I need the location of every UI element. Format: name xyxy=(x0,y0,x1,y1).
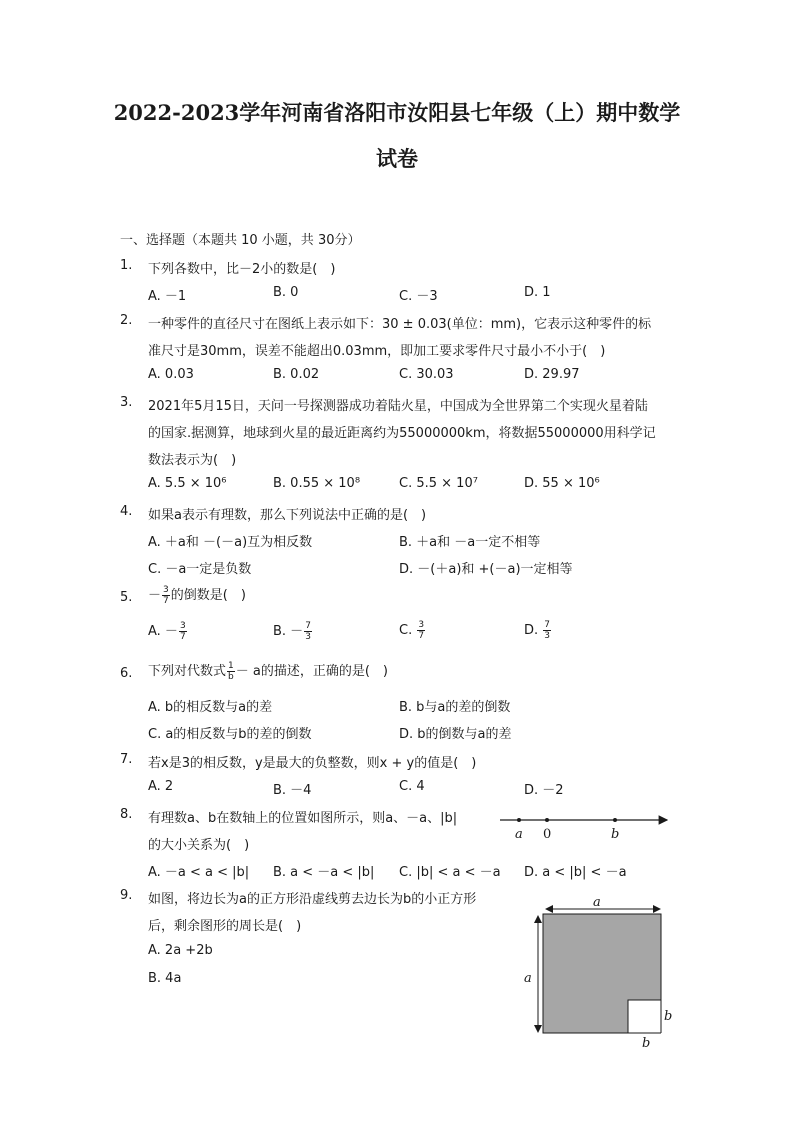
option-b: B. a < －a < |b| xyxy=(273,865,375,880)
option-b: B. ＋a和 －a一定不相等 xyxy=(399,535,541,550)
option-a: A. －a < a < |b| xyxy=(148,865,250,880)
page-title-line2: 试卷 xyxy=(376,146,418,171)
option-b: B. 0.55 × 10⁸ xyxy=(273,476,361,491)
option-a: A. b的相反数与a的差 xyxy=(148,700,273,715)
question-stem: 下列各数中，比－2小的数是( ) xyxy=(148,262,336,277)
option-c: C. 30.03 xyxy=(399,367,454,382)
page-title: 2022-2023学年河南省洛阳市汝阳县七年级（上）期中数学 xyxy=(113,100,681,125)
bottom-side-label: b xyxy=(642,1036,651,1051)
question-number: 3. xyxy=(120,395,133,410)
question-number: 7. xyxy=(120,752,133,767)
point-b-marker xyxy=(613,818,617,822)
question-stem-line: 有理数a、b在数轴上的位置如图所示，则a、－a、|b| xyxy=(148,811,458,826)
option-d: D. 1 xyxy=(524,285,551,300)
point-b-label: b xyxy=(611,827,620,842)
option-c: C. －3 xyxy=(399,289,438,304)
option-d: D. 29.97 xyxy=(524,367,580,382)
option-c: C. 4 xyxy=(399,779,425,794)
fraction: $\frac{1}{b}$ xyxy=(228,661,234,682)
question-stem-line: 2021年5月15日，天问一号探测器成功着陆火星，中国成为全世界第二个实现火星着陆 xyxy=(148,399,648,414)
question-stem: 如果a表示有理数，那么下列说法中正确的是( ) xyxy=(148,508,427,523)
option-b: B. － $\frac{7}{3}$ xyxy=(273,621,311,642)
option-b: B. 0.02 xyxy=(273,367,320,382)
option-b: B. b与a的差的倒数 xyxy=(399,700,511,715)
question-number: 9. xyxy=(120,888,133,903)
option-d: D. －(＋a)和 +(－a)一定相等 xyxy=(399,562,573,577)
question-stem-line: 的国家.据测算，地球到火星的最近距离约为55000000km，将数据55000000用科学记 xyxy=(148,426,656,441)
question-stem-line: 如图，将边长为a的正方形沿虚线剪去边长为b的小正方形 xyxy=(148,892,477,907)
option-a: A. ＋a和 －(－a)互为相反数 xyxy=(148,535,313,550)
option-a: A. 2a +2b xyxy=(148,943,213,958)
point-zero-label: 0 xyxy=(543,827,552,842)
top-side-label: a xyxy=(593,895,601,910)
option-d: D. $\frac{7}{3}$ xyxy=(524,620,551,641)
question-number: 2. xyxy=(120,313,133,328)
option-b: B. 0 xyxy=(273,285,299,300)
option-d: D. －2 xyxy=(524,783,564,798)
option-c: C. |b| < a < －a xyxy=(399,865,501,880)
remaining-shaded-region xyxy=(543,914,661,1033)
number-line-figure xyxy=(495,808,675,848)
question-number: 8. xyxy=(120,807,133,822)
left-side-label: a xyxy=(524,971,532,986)
question-stem-line: 的大小关系为( ) xyxy=(148,838,250,853)
question-stem: － $\frac{3}{7}$ 的倒数是( ) xyxy=(148,585,246,606)
question-number: 1. xyxy=(120,258,133,273)
point-zero-marker xyxy=(545,818,549,822)
option-a: A. －1 xyxy=(148,289,187,304)
question-stem: 下列对代数式 $\frac{1}{b}$ － a的描述，正确的是( ) xyxy=(148,661,388,682)
question-stem: 若x是3的相反数，y是最大的负整数，则x + y的值是( ) xyxy=(148,756,477,771)
option-b: B. 4a xyxy=(148,971,182,986)
option-c: C. $\frac{3}{7}$ xyxy=(399,620,425,641)
option-c: C. －a一定是负数 xyxy=(148,562,252,577)
right-side-label: b xyxy=(664,1009,673,1024)
option-d: D. a < |b| < －a xyxy=(524,865,627,880)
option-c: C. 5.5 × 10⁷ xyxy=(399,476,478,491)
option-c: C. a的相反数与b的差的倒数 xyxy=(148,727,312,742)
point-a-label: a xyxy=(515,827,523,842)
question-number: 4. xyxy=(120,504,133,519)
question-stem-line: 后，剩余图形的周长是( ) xyxy=(148,919,302,934)
question-stem-line: 准尺寸是30mm，误差不能超出0.03mm，即加工要求零件尺寸最小不小于( ) xyxy=(148,344,606,359)
question-number: 5. xyxy=(120,590,133,605)
question-number: 6. xyxy=(120,666,133,681)
option-a: A. 5.5 × 10⁶ xyxy=(148,476,227,491)
option-a: A. 2 xyxy=(148,779,174,794)
option-a: A. － $\frac{3}{7}$ xyxy=(148,621,186,642)
section-heading: 一、选择题（本题共 10 小题，共 30分） xyxy=(120,233,361,248)
question-stem-line: 数法表示为( ) xyxy=(148,453,237,468)
option-d: D. b的倒数与a的差 xyxy=(399,727,512,742)
option-b: B. －4 xyxy=(273,783,312,798)
option-d: D. 55 × 10⁶ xyxy=(524,476,600,491)
point-a-marker xyxy=(517,818,521,822)
question-stem-line: 一种零件的直径尺寸在图纸上表示如下：30 ± 0.03(单位：mm)，它表示这种零件的标 xyxy=(148,317,652,332)
option-a: A. 0.03 xyxy=(148,367,194,382)
fraction: $\frac{3}{7}$ xyxy=(163,585,169,606)
square-cut-figure xyxy=(518,892,678,1052)
